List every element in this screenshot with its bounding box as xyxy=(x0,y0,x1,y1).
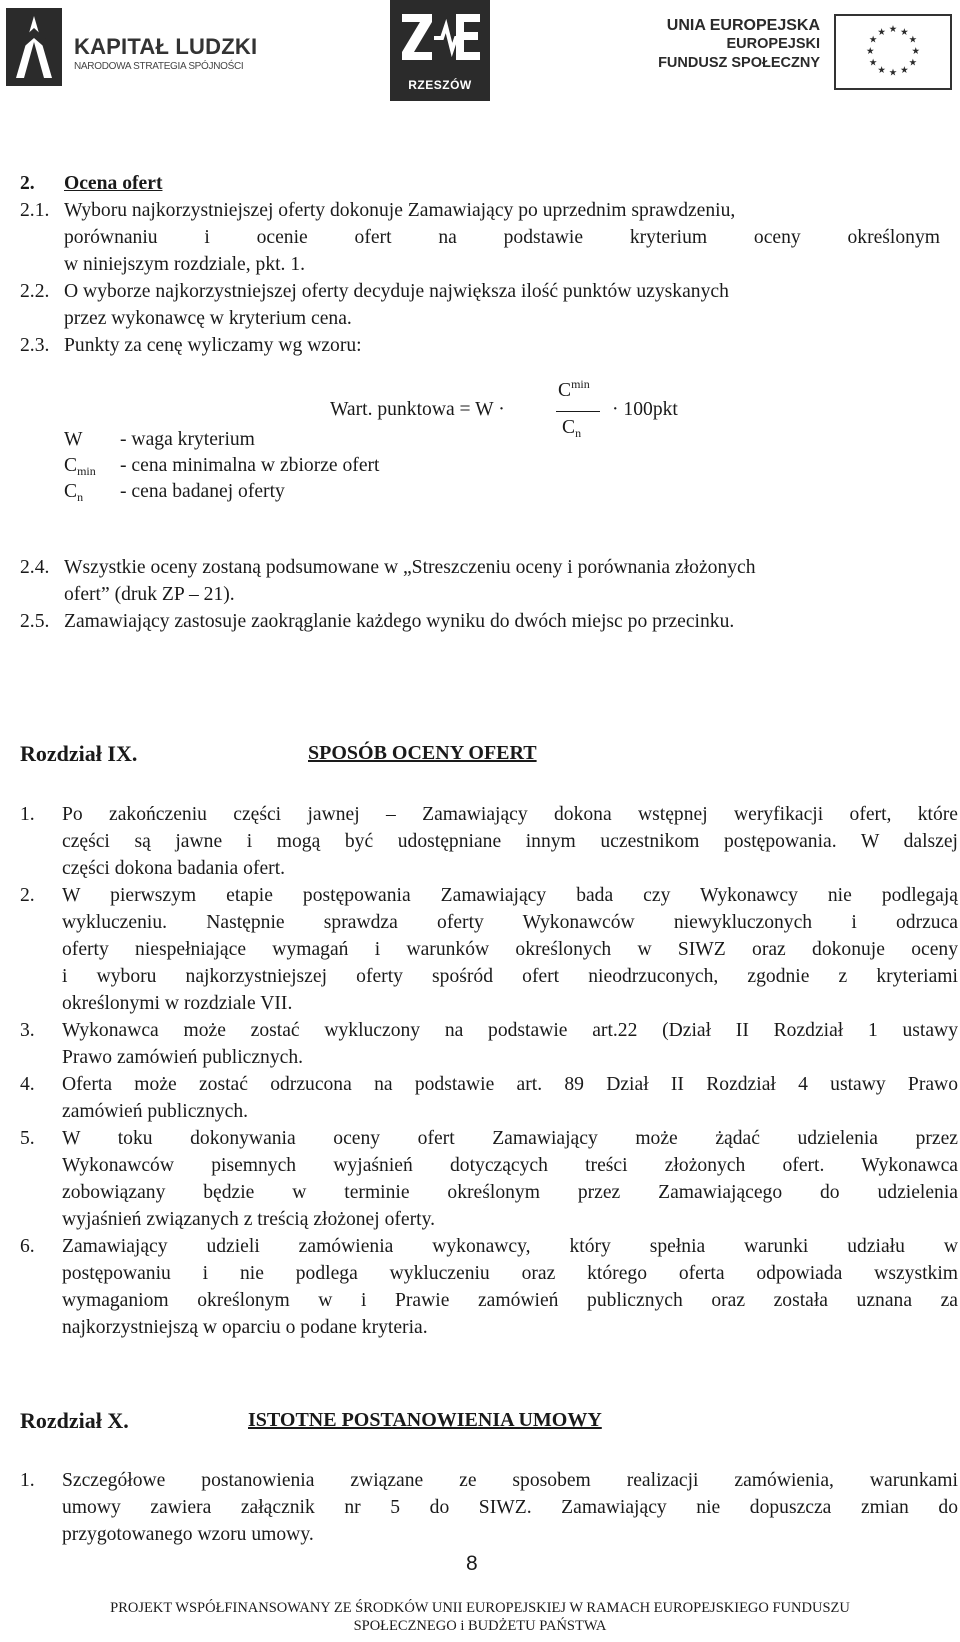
svg-text:★: ★ xyxy=(868,34,878,46)
p21-number: 2.1. xyxy=(20,200,50,221)
ch9-item-6-line-4: najkorzystniejszą w oparciu o podane kryteria. xyxy=(62,1317,428,1338)
ch10-item-1-line-1: Szczegółowe postanowienia związane ze sposobem realizacji zamówienia, warunkami xyxy=(62,1470,958,1491)
legend-symbol-main: W xyxy=(64,429,83,450)
ch9-item-5-line-3: zobowiązany będzie w terminie określonym przez Zamawiającego do udzielenia xyxy=(62,1182,958,1203)
formula-rhs: · 100pkt xyxy=(612,399,678,420)
ch9-item-2-line-4: i wyboru najkorzystniejszej oferty spośród ofert nieodrzuconych, zgodnie z kryteriami xyxy=(62,966,958,987)
formula-den-symbol: C xyxy=(562,417,576,438)
ch9-item-4-line-2: zamówień publicznych. xyxy=(62,1101,249,1122)
eu-flag-icon xyxy=(834,14,952,90)
svg-text:★: ★ xyxy=(908,34,918,46)
p24-line-1: Wszystkie oceny zostaną podsumowane w „Streszczeniu oceny i porównania złożonych xyxy=(64,557,756,578)
ch9-item-6-line-3: wymaganiom określonym w i Prawie zamówień publicznych oraz została uznana za xyxy=(62,1290,958,1311)
kapital-ludzki-title: KAPITAŁ LUDZKI xyxy=(74,34,258,59)
p23-line-1: Punkty za cenę wyliczamy wg wzoru: xyxy=(64,335,362,356)
svg-text:★: ★ xyxy=(877,64,886,76)
p23-number: 2.3. xyxy=(20,335,50,356)
formula-den-subscript: n xyxy=(575,426,582,440)
eu-text-block xyxy=(658,16,820,73)
svg-text:★: ★ xyxy=(888,24,898,36)
ch9-item-6-line-2: postępowaniu i nie podlega wykluczeniu oraz którego oferta odpowiada wszystkim xyxy=(62,1263,958,1284)
ch9-item-3-number: 3. xyxy=(20,1020,35,1041)
legend-description: - waga kryterium xyxy=(120,429,255,450)
svg-text:★: ★ xyxy=(900,26,909,38)
ch9-item-2-line-3: oferty niespełniające wymagań i warunków określonych w SIWZ oraz dokonuje oceny xyxy=(62,939,958,960)
legend-description: - cena minimalna w zbiorze ofert xyxy=(120,455,380,476)
legend-description: - cena badanej oferty xyxy=(120,481,285,502)
score-formula xyxy=(330,377,710,451)
zse-emblem-icon xyxy=(398,8,482,70)
chapter-10-title: ISTOTNE POSTANOWIENIA UMOWY xyxy=(248,1409,602,1431)
p21-line-2: porównaniu i ocenie ofert na podstawie kryterium oceny określonym xyxy=(64,227,940,248)
svg-text:★: ★ xyxy=(908,57,918,69)
p22-number: 2.2. xyxy=(20,281,50,302)
ch9-item-1-number: 1. xyxy=(20,804,35,825)
page-number: 8 xyxy=(466,1552,478,1575)
p25-number: 2.5. xyxy=(20,611,50,632)
svg-text:★: ★ xyxy=(911,45,920,57)
ch10-item-1-line-2: umowy zawiera załącznik nr 5 do SIWZ. Zamawiający nie dopuszcza zmian do xyxy=(62,1497,958,1518)
eu-efs-logo xyxy=(652,14,952,84)
formula-numerator xyxy=(558,377,590,402)
section-2-number: 2. xyxy=(20,173,35,194)
footer-line-1: PROJEKT WSPÓŁFINANSOWANY ZE ŚRODKÓW UNII EUROPEJSKIEJ W RAMACH EUROPEJSKIEGO FUNDUSZU xyxy=(110,1600,850,1616)
svg-text:★: ★ xyxy=(866,45,875,57)
chapter-9-label: Rozdział IX. xyxy=(20,741,138,766)
p22-line-1: O wyborze najkorzystniejszej oferty decyduje największa ilość punktów uzyskanych xyxy=(64,281,729,302)
formula-lhs: Wart. punktowa = W · xyxy=(330,399,505,420)
ch9-item-2-line-5: określonymi w rozdziale VII. xyxy=(62,993,293,1014)
legend-symbol-sub: n xyxy=(77,490,84,504)
svg-text:★: ★ xyxy=(900,64,909,76)
formula-denominator xyxy=(562,417,581,441)
ch9-item-6-line-1: Zamawiający udzieli zamówienia wykonawcy, który spełnia warunki udziału w xyxy=(62,1236,958,1257)
zse-rzeszow-logo xyxy=(390,0,490,101)
p21-line-3: w niniejszym rozdziale, pkt. 1. xyxy=(64,254,306,275)
svg-text:★: ★ xyxy=(877,26,886,38)
eu-line-2: EUROPEJSKI xyxy=(726,36,820,52)
ch9-item-4-number: 4. xyxy=(20,1074,35,1095)
ch9-item-5-number: 5. xyxy=(20,1128,35,1149)
chapter-9-title: SPOSÓB OCENY OFERT xyxy=(308,742,537,764)
ch9-item-2-line-2: wykluczeniu. Następnie sprawdza oferty Wykonawców niewykluczonych i odrzuca xyxy=(62,912,958,933)
legend-symbol xyxy=(64,478,83,511)
svg-text:★: ★ xyxy=(868,57,878,69)
p22-line-2: przez wykonawcę w kryterium cena. xyxy=(64,308,352,329)
legend-symbol-main: C xyxy=(64,455,78,476)
p24-number: 2.4. xyxy=(20,557,50,578)
ch10-item-1-line-3: przygotowanego wzoru umowy. xyxy=(62,1524,314,1545)
ch9-item-4-line-1: Oferta może zostać odrzucona na podstawie art. 89 Dział II Rozdział 4 ustawy Prawo xyxy=(62,1074,958,1095)
legend-symbol-main: C xyxy=(64,481,78,502)
ch9-item-1-line-3: części dokona badania ofert. xyxy=(62,858,286,879)
eu-line-3: FUNDUSZ SPOŁECZNY xyxy=(658,55,820,71)
footer-line-2: SPOŁECZNEGO i BUDŻETU PAŃSTWA xyxy=(353,1618,607,1634)
p21-line-1: Wyboru najkorzystniejszej oferty dokonuje Zamawiający po uprzednim sprawdzeniu, xyxy=(64,200,736,221)
svg-text:★: ★ xyxy=(888,67,898,79)
legend-symbol-sub: min xyxy=(77,464,96,478)
ch9-item-5-line-4: wyjaśnień związanych z treścią złożonej oferty. xyxy=(62,1209,436,1230)
formula-num-subscript: min xyxy=(571,377,590,391)
ch9-item-5-line-2: Wykonawców pisemnych wyjaśnień dotyczących treści złożonych ofert. Wykonawca xyxy=(62,1155,958,1176)
ch9-item-3-line-1: Wykonawca może zostać wykluczony na podstawie art.22 (Dział II Rozdział 1 ustawy xyxy=(62,1020,958,1041)
kapital-ludzki-logo xyxy=(6,6,256,86)
eu-line-1: UNIA EUROPEJSKA xyxy=(666,17,820,34)
ch9-item-1-line-2: części są jawne i mogą być udostępniane innym uczestnikom postępowania. W dalszej xyxy=(62,831,958,852)
formula-num-symbol: C xyxy=(558,380,572,401)
ch9-item-2-number: 2. xyxy=(20,885,35,906)
ch10-item-1-number: 1. xyxy=(20,1470,35,1491)
ch9-item-1-line-1: Po zakończeniu części jawnej – Zamawiający dokona wstępnej weryfikacji ofert, które xyxy=(62,804,958,825)
formula-fraction-bar xyxy=(556,411,600,412)
kapital-ludzki-emblem-icon xyxy=(6,8,62,86)
ch9-item-2-line-1: W pierwszym etapie postępowania Zamawiający bada czy Wykonawcy nie podlegają xyxy=(62,885,958,906)
section-2-heading: Ocena ofert xyxy=(64,173,163,194)
ch9-item-5-line-1: W toku dokonywania oceny ofert Zamawiający może żądać udzielenia przez xyxy=(62,1128,958,1149)
ch9-item-6-number: 6. xyxy=(20,1236,35,1257)
p24-line-2: ofert” (druk ZP – 21). xyxy=(64,584,235,605)
chapter-10-label: Rozdział X. xyxy=(20,1408,129,1433)
kapital-ludzki-subtitle: NARODOWA STRATEGIA SPÓJNOŚCI xyxy=(74,61,244,72)
zse-city-label: RZESZÓW xyxy=(408,78,472,92)
p25-line-1: Zamawiający zastosuje zaokrąglanie każdego wyniku do dwóch miejsc po przecinku. xyxy=(64,611,735,632)
ch9-item-3-line-2: Prawo zamówień publicznych. xyxy=(62,1047,304,1068)
